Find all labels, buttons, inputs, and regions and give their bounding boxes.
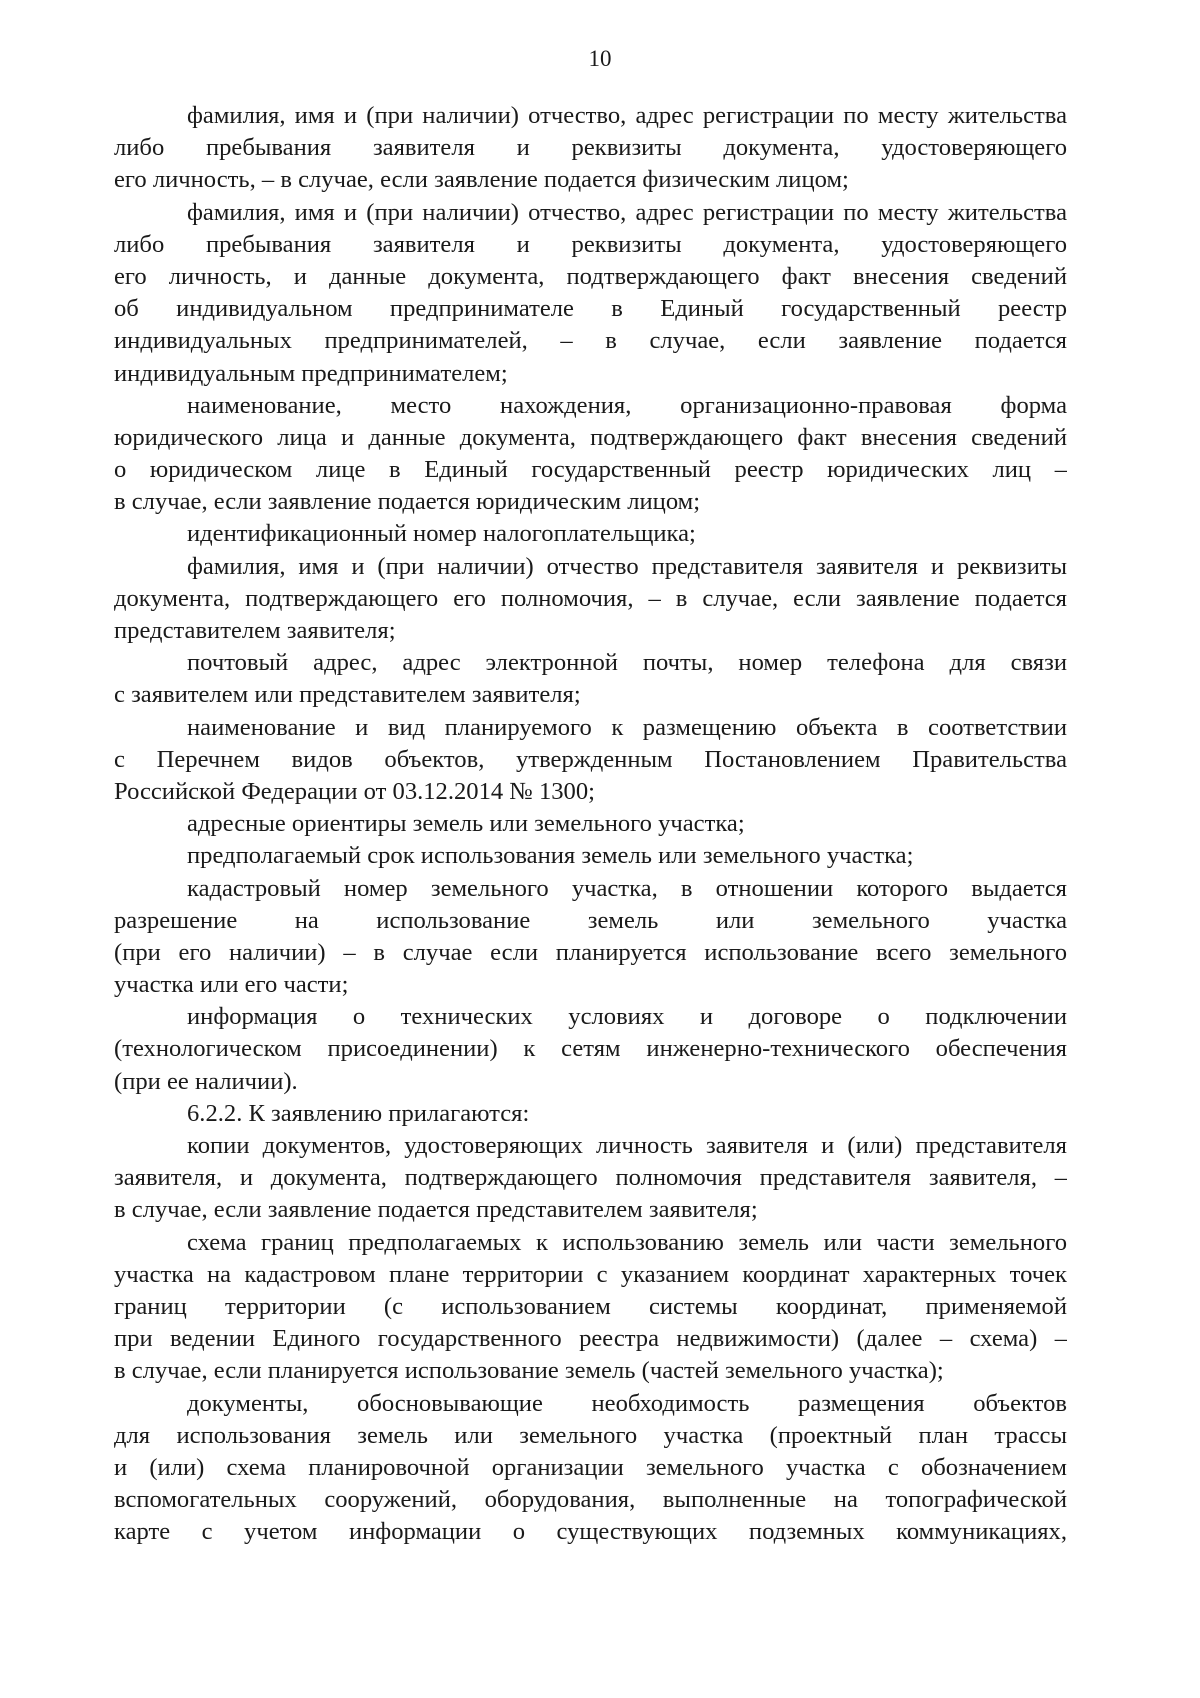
- text-line: идентификационный номер налогоплательщика;: [187, 520, 696, 548]
- text-line: (при ее наличии).: [114, 1067, 298, 1095]
- text-line: фамилия, имя и (при наличии) отчество, адрес регистрации по месту жительства: [187, 198, 1067, 226]
- text-line: с Перечнем видов объектов, утвержденным Постановлением Правительства: [114, 745, 1067, 773]
- text-line: вспомогательных сооружений, оборудования, выполненные на топографической: [114, 1486, 1067, 1514]
- text-line: участка на кадастровом плане территории с указанием координат характерных точек: [114, 1260, 1067, 1288]
- text-line: (при его наличии) – в случае если планируется использование всего земельного: [114, 938, 1067, 966]
- text-line: наименование, место нахождения, организационно-правовая форма: [187, 391, 1067, 419]
- text-line: фамилия, имя и (при наличии) отчество представителя заявителя и реквизиты: [187, 552, 1067, 580]
- text-line: наименование и вид планируемого к размещению объекта в соответствии: [187, 713, 1067, 741]
- text-line: копии документов, удостоверяющих личность заявителя и (или) представителя: [187, 1132, 1067, 1159]
- text-line: при ведении Единого государственного реестра недвижимости) (далее – схема) –: [114, 1325, 1067, 1353]
- text-line: либо пребывания заявителя и реквизиты документа, удостоверяющего: [114, 134, 1067, 162]
- text-line: в случае, если заявление подается юридическим лицом;: [114, 488, 701, 516]
- text-line: границ территории (с использованием системы координат, применяемой: [114, 1292, 1067, 1320]
- text-line: почтовый адрес, адрес электронной почты, номер телефона для связи: [187, 649, 1067, 677]
- text-line: представителем заявителя;: [114, 617, 396, 644]
- text-line: об индивидуальном предпринимателе в Единый государственный реестр: [114, 295, 1067, 323]
- text-line: его личность, – в случае, если заявление подается физическим лицом;: [114, 166, 849, 194]
- text-line: разрешение на использование земель или земельного участка: [114, 906, 1067, 934]
- page-number: 10: [588, 46, 612, 71]
- text-line: Российской Федерации от 03.12.2014 № 1300;: [114, 777, 595, 805]
- text-line: схема границ предполагаемых к использованию земель или части земельного: [187, 1228, 1067, 1256]
- text-line: документы, обосновывающие необходимость размещения объектов: [187, 1389, 1067, 1417]
- text-line: информация о технических условиях и договоре о подключении: [187, 1003, 1067, 1031]
- text-line: фамилия, имя и (при наличии) отчество, адрес регистрации по месту жительства: [187, 102, 1067, 129]
- text-line: 6.2.2. К заявлению прилагаются:: [187, 1099, 530, 1127]
- text-line: индивидуальным предпринимателем;: [114, 359, 508, 387]
- text-line: юридического лица и данные документа, подтверждающего факт внесения сведений: [114, 423, 1067, 451]
- text-line: заявителя, и документа, подтверждающего полномочия представителя заявителя, –: [114, 1164, 1067, 1192]
- text-line: в случае, если планируется использование земель (частей земельного участка);: [114, 1357, 944, 1385]
- text-line: предполагаемый срок использования земель или земельного участка;: [187, 842, 914, 870]
- text-line: его личность, и данные документа, подтверждающего факт внесения сведений: [114, 262, 1067, 290]
- text-line: участка или его части;: [114, 971, 349, 999]
- text-line: карте с учетом информации о существующих подземных коммуникациях,: [114, 1518, 1067, 1546]
- text-line: адресные ориентиры земель или земельного участка;: [187, 810, 745, 838]
- text-line: в случае, если заявление подается представителем заявителя;: [114, 1196, 758, 1224]
- text-line: с заявителем или представителем заявителя;: [114, 681, 581, 709]
- text-line: кадастровый номер земельного участка, в отношении которого выдается: [187, 874, 1067, 902]
- text-line: документа, подтверждающего его полномочия, – в случае, если заявление подается: [114, 584, 1067, 612]
- text-line: о юридическом лице в Единый государственный реестр юридических лиц –: [114, 456, 1067, 484]
- text-line: либо пребывания заявителя и реквизиты документа, удостоверяющего: [114, 230, 1067, 258]
- document-body: [114, 100, 1067, 1548]
- text-line: (технологическом присоединении) к сетям инженерно-технического обеспечения: [114, 1035, 1067, 1063]
- text-line: и (или) схема планировочной организации земельного участка с обозначением: [114, 1453, 1067, 1481]
- text-line: индивидуальных предпринимателей, – в случае, если заявление подается: [114, 327, 1067, 355]
- text-line: для использования земель или земельного участка (проектный план трассы: [114, 1421, 1067, 1449]
